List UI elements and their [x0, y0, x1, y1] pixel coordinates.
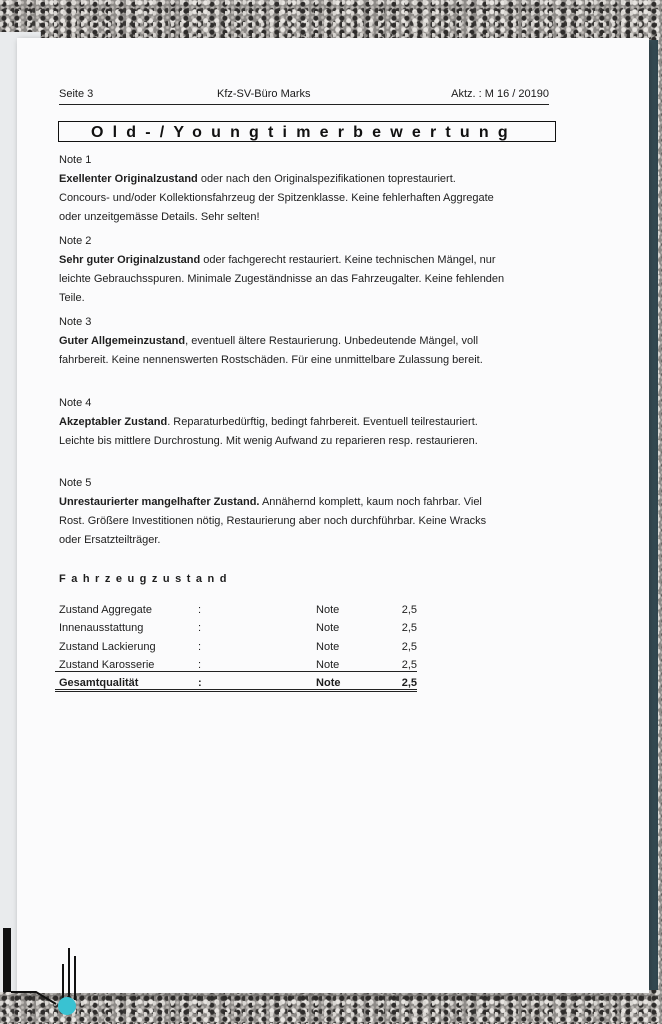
row-label: Innenausstattung — [59, 622, 144, 634]
row-note-label: Note — [316, 640, 340, 653]
note-description: oder nach den Originalspezifikationen toprestauriert. Concours- und/oder Kollektionsfahrzeug der Spitzenklasse. Keine fehlerhaften Aggregate oder unzeitgemässe Details. Sehr selten! — [59, 173, 494, 223]
row-label: Zustand Lackierung — [59, 640, 156, 653]
table-row — [55, 616, 417, 635]
row-note-label: Note — [316, 653, 385, 672]
note-5 — [59, 474, 509, 550]
note-4 — [59, 394, 509, 451]
page-header — [59, 86, 549, 105]
total-label: Gesamtqualität — [55, 672, 198, 691]
row-value: 2,5 — [401, 622, 417, 634]
note-label: Note 3 — [59, 316, 92, 328]
row-value: 2,5 — [401, 603, 417, 616]
page-number: Seite 3 — [59, 88, 94, 100]
row-note-label: Note — [316, 622, 340, 634]
row-value: 2,5 — [401, 640, 417, 653]
row-label: Zustand Karosserie — [55, 653, 198, 672]
total-colon: : — [198, 672, 316, 691]
row-colon: : — [198, 622, 202, 634]
note-1 — [59, 151, 509, 227]
note-2 — [59, 232, 509, 308]
note-label: Note 2 — [59, 235, 92, 247]
note-description: . Reparaturbedürftig, bedingt fahrbereit. Eventuell teilrestauriert. Leichte bis mittlere Durchrostung. Mit wenig Aufwand zu reparieren resp. restaurieren. — [59, 416, 478, 447]
total-row — [55, 672, 417, 691]
document-title: Old-/Youngtimerbewertung — [58, 121, 556, 142]
office-name: Kfz-SV-Büro Marks — [217, 88, 311, 100]
row-colon: : — [198, 653, 316, 672]
row-colon: : — [198, 640, 202, 653]
total-value: 2,5 — [385, 672, 417, 691]
row-colon: : — [198, 603, 202, 616]
table-row — [55, 634, 417, 653]
note-label: Note 1 — [59, 154, 92, 166]
condition-table — [55, 597, 417, 692]
table-row — [55, 597, 417, 616]
note-heading: Exellenter Originalzustand — [59, 173, 198, 185]
total-note-label: Note — [316, 672, 385, 691]
note-heading: Guter Allgemeinzustand — [59, 335, 186, 347]
row-value: 2,5 — [385, 653, 417, 672]
note-description: oder fachgerecht restauriert. Keine technischen Mängel, nur leichte Gebrauchsspuren. Minimale Zugeständnisse an das Fahrzeugalter. Keine fehlenden Teile. — [59, 254, 505, 304]
condition-heading: Fahrzeugzustand — [59, 573, 232, 585]
watermark-logo-icon — [0, 926, 80, 1024]
reference-number: Aktz. : M 16 / 20190 — [451, 88, 549, 100]
note-description: Annähernd komplett, kaum noch fahrbar. Viel Rost. Größere Investitionen nötig, Restaurierung aber noch durchführbar. Keine Wracks oder Ersatzteilträger. — [59, 496, 487, 546]
note-heading: Unrestaurierter mangelhafter Zustand. — [59, 496, 260, 508]
table-row — [55, 653, 417, 672]
row-label: Zustand Aggregate — [59, 603, 152, 616]
note-heading: Sehr guter Originalzustand — [59, 254, 201, 266]
note-description: , eventuell ältere Restaurierung. Unbedeutende Mängel, voll fahrbereit. Keine nennenswerten Rostschäden. Für eine unmittelbare Zulassung bereit. — [59, 335, 483, 366]
note-label: Note 5 — [59, 477, 92, 489]
row-note-label: Note — [316, 603, 340, 616]
note-3 — [59, 313, 509, 370]
note-heading: Akzeptabler Zustand — [59, 416, 168, 428]
document-page — [17, 38, 649, 993]
note-label: Note 4 — [59, 397, 92, 409]
